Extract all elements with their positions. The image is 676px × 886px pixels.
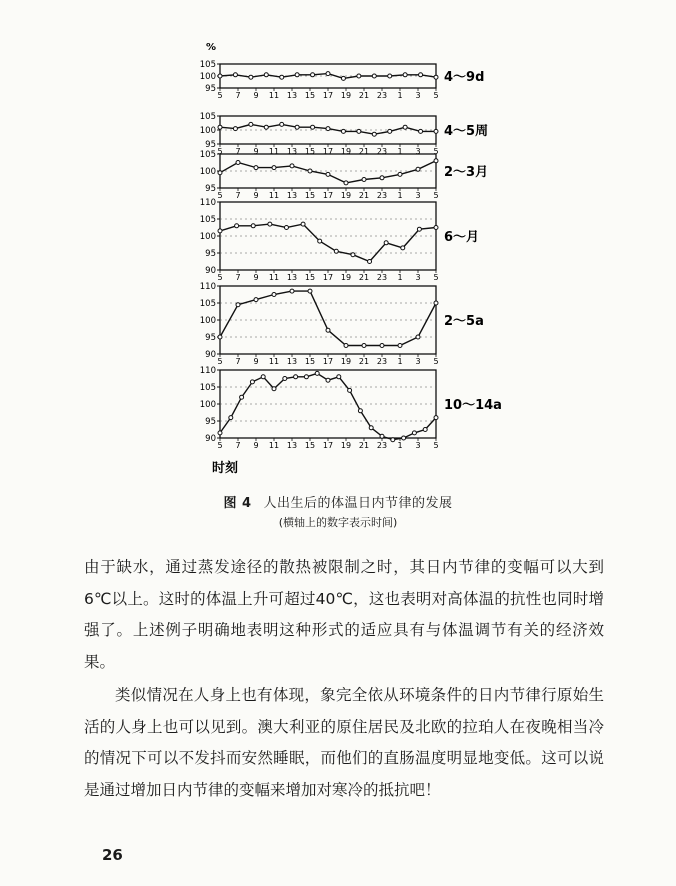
data-point bbox=[240, 395, 244, 399]
x-tick-label: 23 bbox=[376, 441, 388, 450]
data-point bbox=[372, 132, 376, 136]
panel-frame bbox=[220, 154, 436, 188]
data-point bbox=[369, 426, 373, 430]
data-point bbox=[251, 224, 255, 228]
x-tick-label: 1 bbox=[397, 91, 403, 100]
x-tick-label: 15 bbox=[304, 357, 316, 366]
x-tick-label: 15 bbox=[304, 273, 316, 282]
x-tick-label: 9 bbox=[253, 273, 259, 282]
data-point bbox=[358, 409, 362, 413]
y-tick-label: 105 bbox=[199, 215, 216, 225]
data-point bbox=[348, 388, 352, 392]
data-point bbox=[344, 181, 348, 185]
figure-subcaption: (横轴上的数字表示时间) bbox=[278, 516, 398, 529]
data-point bbox=[412, 431, 416, 435]
age-label: 2～5a bbox=[444, 314, 484, 329]
y-tick-label: 95 bbox=[205, 417, 216, 427]
age-label: 4～5周 bbox=[444, 124, 489, 139]
y-tick-label: 105 bbox=[199, 60, 216, 70]
data-point bbox=[417, 227, 421, 231]
series-line bbox=[220, 161, 436, 183]
x-tick-label: 1 bbox=[397, 273, 403, 282]
data-point bbox=[434, 129, 438, 133]
data-point bbox=[218, 229, 222, 233]
data-point bbox=[416, 335, 420, 339]
y-tick-label: 95 bbox=[205, 333, 216, 343]
data-point bbox=[419, 73, 423, 77]
y-tick-label: 90 bbox=[205, 434, 216, 444]
x-tick-label: 17 bbox=[322, 357, 334, 366]
x-tick-label: 5 bbox=[217, 91, 223, 100]
x-tick-label: 7 bbox=[235, 147, 241, 156]
paragraph-2: 类似情况在人身上也有体现，象完全依从环境条件的日内节律行原始生活的人身上也可以见到。澳大利亚的原住居民及北欧的拉珀人在夜晚相当冷的情况下可以不发抖而安然睡眠，而他们的直肠温度明显地变低。这可以说是通过增加日内节律的变幅来增加对寒冷的抵抗吧！ bbox=[84, 686, 604, 799]
data-point bbox=[434, 159, 438, 163]
x-tick-label: 7 bbox=[235, 441, 241, 450]
data-point bbox=[368, 260, 372, 264]
data-point bbox=[434, 416, 438, 420]
x-tick-label: 5 bbox=[217, 441, 223, 450]
x-tick-label: 11 bbox=[268, 441, 280, 450]
x-tick-label: 19 bbox=[340, 441, 352, 450]
x-tick-label: 23 bbox=[376, 357, 388, 366]
x-tick-label: 11 bbox=[268, 357, 280, 366]
data-point bbox=[280, 122, 284, 126]
data-point bbox=[434, 226, 438, 230]
x-tick-label: 15 bbox=[304, 191, 316, 200]
data-point bbox=[326, 378, 330, 382]
data-point bbox=[384, 241, 388, 245]
data-point bbox=[218, 431, 222, 435]
x-tick-label: 9 bbox=[253, 441, 259, 450]
x-tick-label: 15 bbox=[304, 147, 316, 156]
data-point bbox=[388, 74, 392, 78]
data-point bbox=[380, 176, 384, 180]
x-tick-label: 5 bbox=[217, 191, 223, 200]
y-tick-label: 105 bbox=[199, 112, 216, 122]
y-tick-label: 95 bbox=[205, 84, 216, 94]
x-tick-label: 23 bbox=[376, 91, 388, 100]
data-point bbox=[362, 178, 366, 182]
data-point bbox=[423, 428, 427, 432]
y-tick-label: 105 bbox=[199, 299, 216, 309]
data-point bbox=[326, 127, 330, 131]
x-tick-label: 21 bbox=[358, 273, 370, 282]
data-point bbox=[295, 73, 299, 77]
x-tick-label: 23 bbox=[376, 273, 388, 282]
x-tick-label: 3 bbox=[415, 441, 421, 450]
age-label: 2～3月 bbox=[444, 165, 489, 180]
x-tick-label: 21 bbox=[358, 441, 370, 450]
x-tick-label: 17 bbox=[322, 191, 334, 200]
x-tick-label: 3 bbox=[415, 273, 421, 282]
data-point bbox=[283, 377, 287, 381]
x-tick-label: 1 bbox=[397, 191, 403, 200]
data-point bbox=[250, 380, 254, 384]
y-tick-label: 95 bbox=[205, 140, 216, 150]
x-tick-label: 17 bbox=[322, 91, 334, 100]
data-point bbox=[315, 371, 319, 375]
data-point bbox=[272, 387, 276, 391]
data-point bbox=[272, 293, 276, 297]
data-point bbox=[308, 169, 312, 173]
x-tick-label: 13 bbox=[286, 357, 298, 366]
x-tick-label: 5 bbox=[433, 357, 439, 366]
data-point bbox=[351, 253, 355, 257]
data-point bbox=[419, 129, 423, 133]
data-point bbox=[334, 249, 338, 253]
data-point bbox=[398, 344, 402, 348]
data-point bbox=[401, 246, 405, 250]
x-tick-label: 11 bbox=[268, 91, 280, 100]
x-tick-label: 5 bbox=[433, 91, 439, 100]
data-point bbox=[280, 75, 284, 79]
x-tick-label: 23 bbox=[376, 191, 388, 200]
x-tick-label: 1 bbox=[397, 357, 403, 366]
data-point bbox=[362, 344, 366, 348]
series-line bbox=[220, 291, 436, 345]
data-point bbox=[284, 226, 288, 230]
data-point bbox=[308, 289, 312, 293]
data-point bbox=[372, 74, 376, 78]
x-tick-label: 7 bbox=[235, 191, 241, 200]
x-tick-label: 13 bbox=[286, 191, 298, 200]
x-tick-label: 1 bbox=[397, 441, 403, 450]
x-tick-label: 21 bbox=[358, 91, 370, 100]
x-tick-label: 15 bbox=[304, 441, 316, 450]
x-tick-label: 17 bbox=[322, 273, 334, 282]
chart-svg bbox=[190, 36, 510, 486]
data-point bbox=[311, 73, 315, 77]
y-tick-label: 100 bbox=[199, 232, 216, 242]
data-point bbox=[318, 239, 322, 243]
x-tick-label: 9 bbox=[253, 191, 259, 200]
y-tick-label: 110 bbox=[199, 282, 216, 292]
x-tick-label: 9 bbox=[253, 357, 259, 366]
data-point bbox=[236, 161, 240, 165]
data-point bbox=[380, 434, 384, 438]
x-tick-label: 7 bbox=[235, 357, 241, 366]
y-tick-label: 90 bbox=[205, 350, 216, 360]
data-point bbox=[290, 164, 294, 168]
y-tick-label: 90 bbox=[205, 266, 216, 276]
data-point bbox=[233, 73, 237, 77]
y-tick-label: 100 bbox=[199, 72, 216, 82]
data-point bbox=[337, 375, 341, 379]
data-point bbox=[295, 125, 299, 129]
x-tick-label: 19 bbox=[340, 91, 352, 100]
x-tick-label: 1 bbox=[397, 147, 403, 156]
x-tick-label: 7 bbox=[235, 273, 241, 282]
y-tick-label: 100 bbox=[199, 167, 216, 177]
data-point bbox=[403, 73, 407, 77]
y-tick-label: 100 bbox=[199, 400, 216, 410]
x-tick-label: 7 bbox=[235, 91, 241, 100]
data-point bbox=[434, 75, 438, 79]
y-tick-label: 100 bbox=[199, 316, 216, 326]
data-point bbox=[357, 74, 361, 78]
data-point bbox=[398, 172, 402, 176]
x-tick-label: 3 bbox=[415, 147, 421, 156]
data-point bbox=[268, 222, 272, 226]
data-point bbox=[326, 72, 330, 76]
figure-caption bbox=[0, 492, 676, 511]
data-point bbox=[236, 303, 240, 307]
data-point bbox=[357, 129, 361, 133]
x-tick-label: 19 bbox=[340, 191, 352, 200]
data-point bbox=[290, 289, 294, 293]
x-tick-label: 15 bbox=[304, 91, 316, 100]
data-point bbox=[218, 74, 222, 78]
y-tick-label: 110 bbox=[199, 198, 216, 208]
x-tick-label: 19 bbox=[340, 357, 352, 366]
age-label: 4～9d bbox=[444, 70, 485, 85]
x-tick-label: 11 bbox=[268, 273, 280, 282]
x-axis-label: 时刻 bbox=[212, 461, 239, 476]
x-tick-label: 3 bbox=[415, 91, 421, 100]
x-tick-label: 23 bbox=[376, 147, 388, 156]
x-tick-label: 3 bbox=[415, 357, 421, 366]
data-point bbox=[326, 172, 330, 176]
x-tick-label: 5 bbox=[217, 357, 223, 366]
figure-title: 人出生后的体温日内节律的发展 bbox=[263, 496, 453, 511]
data-point bbox=[311, 125, 315, 129]
figure-number: 图 4 bbox=[223, 496, 252, 511]
x-tick-label: 5 bbox=[217, 273, 223, 282]
y-tick-label: 95 bbox=[205, 184, 216, 194]
x-tick-label: 13 bbox=[286, 147, 298, 156]
data-point bbox=[249, 122, 253, 126]
data-point bbox=[341, 129, 345, 133]
x-tick-label: 17 bbox=[322, 441, 334, 450]
x-tick-label: 13 bbox=[286, 273, 298, 282]
y-tick-label: 105 bbox=[199, 383, 216, 393]
series-line bbox=[220, 224, 436, 261]
data-point bbox=[416, 167, 420, 171]
data-point bbox=[341, 76, 345, 80]
x-tick-label: 21 bbox=[358, 357, 370, 366]
data-point bbox=[235, 224, 239, 228]
x-tick-label: 11 bbox=[268, 147, 280, 156]
data-point bbox=[249, 75, 253, 79]
unit-label: % bbox=[206, 42, 217, 53]
x-tick-label: 3 bbox=[415, 191, 421, 200]
data-point bbox=[218, 125, 222, 129]
x-tick-label: 9 bbox=[253, 147, 259, 156]
data-point bbox=[233, 127, 237, 131]
data-point bbox=[294, 375, 298, 379]
x-tick-label: 21 bbox=[358, 191, 370, 200]
data-point bbox=[344, 344, 348, 348]
x-tick-label: 5 bbox=[433, 441, 439, 450]
y-tick-label: 105 bbox=[199, 150, 216, 160]
data-point bbox=[218, 335, 222, 339]
x-tick-label: 5 bbox=[433, 273, 439, 282]
x-tick-label: 5 bbox=[433, 147, 439, 156]
page-number: 26 bbox=[102, 846, 123, 864]
y-tick-label: 110 bbox=[199, 366, 216, 376]
data-point bbox=[388, 129, 392, 133]
data-point bbox=[402, 436, 406, 440]
data-point bbox=[264, 125, 268, 129]
age-label: 6～月 bbox=[444, 230, 480, 245]
x-tick-label: 17 bbox=[322, 147, 334, 156]
data-point bbox=[391, 438, 395, 442]
x-tick-label: 13 bbox=[286, 91, 298, 100]
x-tick-label: 5 bbox=[217, 147, 223, 156]
data-point bbox=[326, 328, 330, 332]
x-tick-label: 13 bbox=[286, 441, 298, 450]
x-tick-label: 5 bbox=[433, 191, 439, 200]
age-label: 10～14a bbox=[444, 398, 502, 413]
x-tick-label: 19 bbox=[340, 273, 352, 282]
data-point bbox=[434, 301, 438, 305]
data-point bbox=[254, 298, 258, 302]
data-point bbox=[261, 375, 265, 379]
y-tick-label: 95 bbox=[205, 249, 216, 259]
x-tick-label: 21 bbox=[358, 147, 370, 156]
y-tick-label: 100 bbox=[199, 126, 216, 136]
panel-frame bbox=[220, 202, 436, 270]
body-temperature-figure bbox=[190, 36, 510, 486]
data-point bbox=[218, 171, 222, 175]
data-point bbox=[264, 73, 268, 77]
data-point bbox=[272, 166, 276, 170]
data-point bbox=[304, 375, 308, 379]
x-tick-label: 19 bbox=[340, 147, 352, 156]
data-point bbox=[301, 222, 305, 226]
paragraph-1: 由于缺水，通过蒸发途径的散热被限制之时，其日内节律的变幅可以大到6℃以上。这时的体温上升可超过40℃，这也表明对高体温的抗性也同时增强了。上述例子明确地表明这种形式的适应具有与体温调节有关的经济效果。 bbox=[84, 558, 604, 671]
data-point bbox=[229, 416, 233, 420]
data-point bbox=[403, 125, 407, 129]
data-point bbox=[254, 166, 258, 170]
x-tick-label: 9 bbox=[253, 91, 259, 100]
x-tick-label: 11 bbox=[268, 191, 280, 200]
data-point bbox=[380, 344, 384, 348]
